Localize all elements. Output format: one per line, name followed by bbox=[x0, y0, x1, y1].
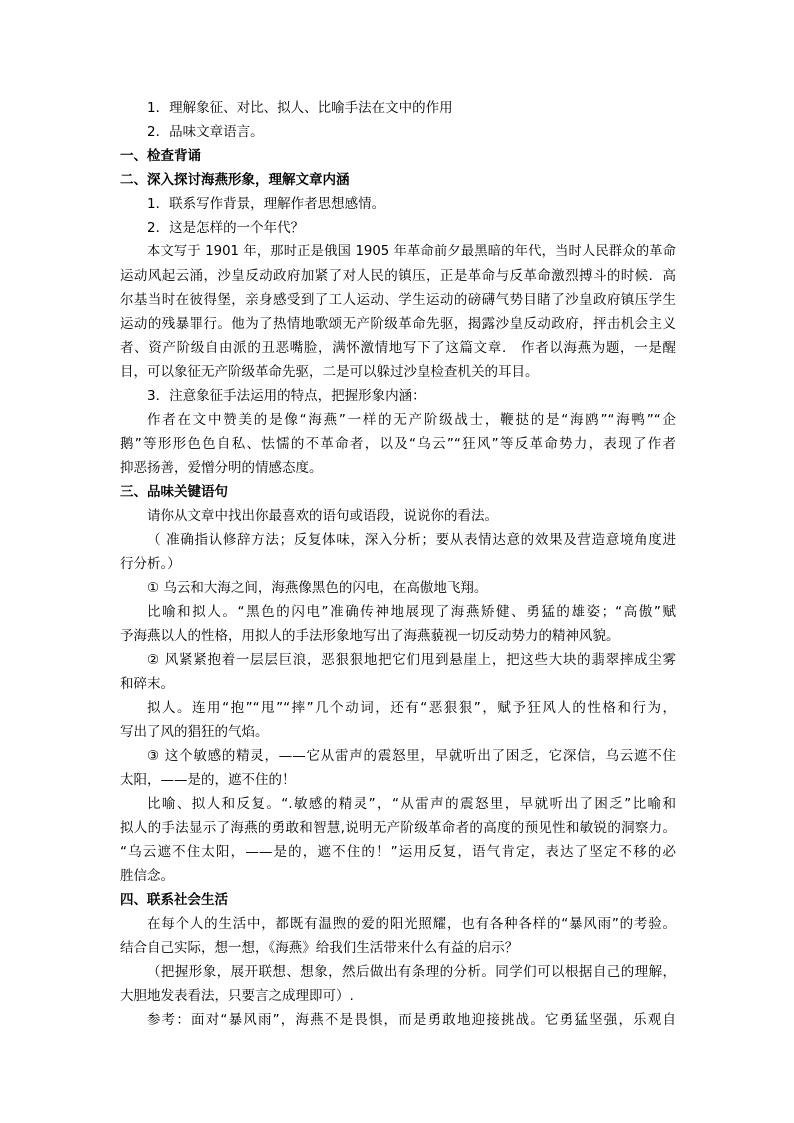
background-line: 者、资产阶级自由派的丑恶嘴脸，满怀激情地写下了这篇文章． 作者以海燕为题，一是醒 bbox=[120, 340, 676, 356]
objective-1: 1．理解象征、对比、拟人、比喻手法在文中的作用 bbox=[147, 100, 453, 116]
analysis-3-line: 胜信念。 bbox=[120, 868, 174, 884]
quote-3-line: ③ 这个敏感的精灵，——它从雷声的震怒里，早就听出了困乏，它深信，乌云遮不住 bbox=[147, 748, 676, 764]
objective-2: 2．品味文章语言。 bbox=[147, 124, 264, 140]
reference-line: 参考：面对“暴风雨”，海燕不是畏惧，而是勇敢地迎接挑战。它勇猛坚强，乐观自 bbox=[147, 1012, 676, 1028]
analysis-2-line: 拟人。连用“抱”“甩”“摔”几个动词，还有“恶狠狠”，赋予狂风人的性格和行为， bbox=[147, 700, 676, 716]
analysis-3-line: 拟人的手法显示了海燕的勇敢和智慧,说明无产阶级革命者的高度的预见性和敏锐的洞察力。 bbox=[120, 820, 676, 836]
background-line: 运动风起云涌，沙皇反动政府加紧了对人民的镇压，正是革命与反革命激烈搏斗的时候．高 bbox=[120, 268, 676, 284]
analysis-2-line: 写出了风的猖狂的气焰。 bbox=[120, 724, 269, 740]
analysis-1-line: 比喻和拟人。“黑色的闪电”准确传神地展现了海燕矫健、勇猛的雄姿；“高傲”赋 bbox=[147, 604, 676, 620]
background-line: 运动的残暴罪行。他为了热情地歌颂无产阶级革命先驱，揭露沙皇反动政府，抨击机会主义 bbox=[120, 316, 676, 332]
background-line: 尔基当时在彼得堡，亲身感受到了工人运动、学生运动的磅礴气势目睹了沙皇政府镇压学生 bbox=[120, 292, 676, 308]
section-4-heading: 四、联系社会生活 bbox=[120, 892, 228, 908]
analysis-1-line: 予海燕以人的性格，用拟人的手法形象地写出了海燕藐视一切反动势力的精神风貌。 bbox=[120, 628, 620, 644]
background-line: 目，可以象征无产阶级革命先驱，二是可以躲过沙皇检查机关的耳目。 bbox=[120, 364, 539, 380]
hint-line: 行分析。） bbox=[120, 556, 181, 572]
symbol-line: 鹅”等形形色色自私、怯懦的不革命者，以及“乌云”“狂风”等反革命势力，表现了作者 bbox=[120, 436, 676, 452]
section-2-item-3: 3．注意象征手法运用的特点，把握形象内涵： bbox=[147, 388, 426, 404]
analysis-3-line: “乌云遮不住太阳，——是的，遮不住的！”运用反复，语气肯定，表达了坚定不移的必 bbox=[120, 844, 676, 860]
quote-3-line: 太阳，——是的，遮不住的！ bbox=[120, 772, 296, 788]
life-prompt-line: 结合自己实际，想一想，《海燕》给我们生活带来什么有益的启示？ bbox=[120, 940, 519, 956]
section-1-heading: 一、检查背诵 bbox=[120, 148, 201, 164]
section-2-item-1: 1．联系写作背景，理解作者思想感情。 bbox=[147, 196, 386, 212]
quote-1: ① 乌云和大海之间，海燕像黑色的闪电，在高傲地飞翔。 bbox=[147, 580, 488, 596]
background-line: 本文写于 1901 年，那时正是俄国 1905 年革命前夕最黑暗的年代，当时人民群众的革命 bbox=[147, 244, 676, 259]
symbol-line: 抑恶扬善，爱憎分明的情感态度。 bbox=[120, 460, 323, 476]
section-2-heading: 二、深入探讨海燕形象，理解文章内涵 bbox=[120, 172, 350, 188]
hint-line: （ 准确指认修辞方法；反复体味，深入分析；要从表情达意的效果及营造意境角度进 bbox=[147, 532, 676, 548]
symbol-line: 作者在文中赞美的是像“海燕”一样的无产阶级战士，鞭挞的是“海鸥”“海鸭”“企 bbox=[147, 412, 676, 428]
life-prompt-line: 在每个人的生活中，都既有温煦的爱的阳光照耀，也有各种各样的“暴风雨”的考验。 bbox=[147, 916, 676, 932]
section-2-item-2: 2．这是怎样的一个年代？ bbox=[147, 220, 305, 236]
analysis-3-line: 比喻、拟人和反复。“.敏感的精灵”，“从雷声的震怒里，早就听出了困乏”比喻和 bbox=[147, 796, 676, 812]
guide-line: （把握形象，展开联想、想象，然后做出有条理的分析。同学们可以根据自己的理解， bbox=[147, 964, 676, 980]
quote-2-line: ② 风紧紧抱着一层层巨浪，恶狠狠地把它们甩到悬崖上，把这些大块的翡翠摔成尘雾 bbox=[147, 652, 676, 668]
section-3-prompt: 请你从文章中找出你最喜欢的语句或语段，说说你的看法。 bbox=[147, 508, 498, 524]
section-3-heading: 三、品味关键语句 bbox=[120, 484, 228, 500]
guide-line: 大胆地发表看法，只要言之成理即可）. bbox=[120, 988, 354, 1004]
quote-2-line: 和碎末。 bbox=[120, 676, 174, 692]
